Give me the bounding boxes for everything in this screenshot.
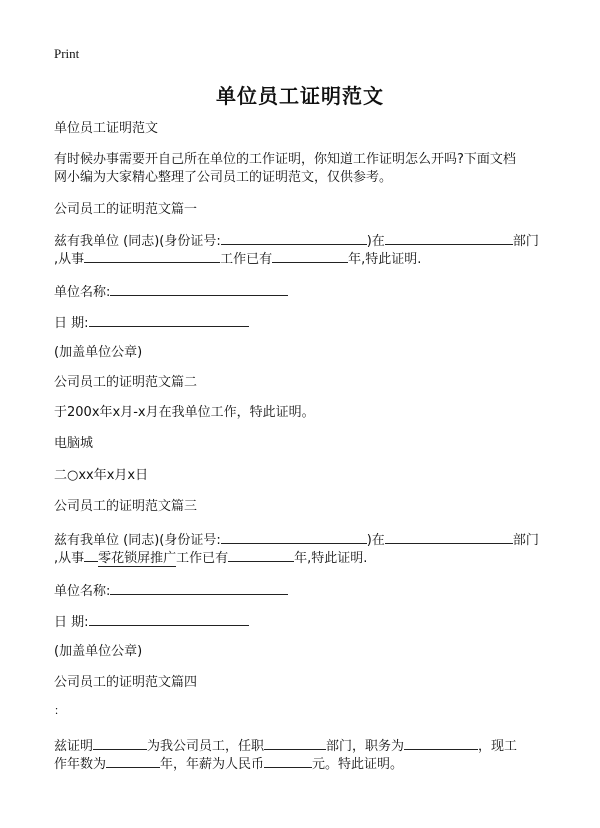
s3-text-f: 年,特此证明. (294, 551, 368, 566)
s3-paragraph-line-2 (54, 549, 367, 567)
salary-blank (264, 755, 312, 768)
section-4-heading: 公司员工的证明范文篇四 (54, 675, 198, 690)
s3-text-a: 兹有我单位 (同志)(身份证号: (54, 533, 221, 548)
s1-text-f: 年,特此证明. (348, 252, 422, 267)
s3-text-c: 部门 (512, 533, 539, 548)
s3-seal-note: (加盖单位公章) (54, 644, 143, 659)
position-blank (404, 737, 478, 750)
s4-text-e: 作年数为 (54, 757, 107, 772)
s1-text-d: ,从事 (54, 252, 85, 267)
date-blank (89, 314, 249, 327)
s2-body: 于200x年x月-x月在我单位工作，特此证明。 (54, 405, 315, 420)
s4-text-g: 元。特此证明。 (312, 757, 404, 772)
s1-text-c: 部门 (512, 234, 539, 249)
intro-line-1: 有时候办事需要开自己所在单位的工作证明，你知道工作证明怎么开吗?下面文档 (54, 152, 516, 167)
s3-text-e: 工作已有 (176, 551, 229, 566)
s1-text-b: )在 (366, 234, 385, 249)
s3-date-label: 日 期: (54, 615, 89, 630)
s3-text-d: ,从事 (54, 551, 85, 566)
intro-line-2: 网小编为大家精心整理了公司员工的证明范文，仅供参考。 (54, 170, 393, 185)
s4-text-d: ，现工 (478, 739, 518, 754)
s1-date-line (54, 314, 249, 332)
s4-line-2 (54, 755, 403, 773)
s1-text-e: 工作已有 (220, 252, 273, 267)
section-3-heading: 公司员工的证明范文篇三 (54, 499, 198, 514)
years-blank (106, 755, 160, 768)
s4-mark: ： (54, 704, 65, 717)
id-number-blank (221, 232, 367, 245)
document-title: 单位员工证明范文 (216, 84, 384, 108)
unit-name-blank (110, 582, 288, 595)
s3-date-line (54, 613, 249, 631)
s1-paragraph-line-1 (54, 232, 539, 250)
s4-text-f: 年，年薪为人民币 (160, 757, 265, 772)
s4-text-a: 兹证明 (54, 739, 94, 754)
id-number-blank (221, 531, 367, 544)
s1-text-a: 兹有我单位 (同志)(身份证号: (54, 234, 221, 249)
department-blank (264, 737, 326, 750)
s3-paragraph-line-1 (54, 531, 539, 549)
name-blank (93, 737, 147, 750)
s2-organization: 电脑城 (54, 436, 94, 451)
print-label: Print (54, 46, 80, 61)
s1-date-label: 日 期: (54, 316, 89, 331)
s3-text-b: )在 (366, 533, 385, 548)
s1-paragraph-line-2 (54, 250, 421, 268)
document-subtitle: 单位员工证明范文 (54, 121, 159, 136)
s4-line-1 (54, 737, 517, 755)
unit-name-blank (110, 283, 288, 296)
job-blank-lead (84, 549, 98, 562)
s4-text-b: 为我公司员工，任职 (147, 739, 265, 754)
job-blank (84, 250, 220, 263)
s1-seal-note: (加盖单位公章) (54, 345, 143, 360)
section-2-heading: 公司员工的证明范文篇二 (54, 375, 198, 390)
section-1-heading: 公司员工的证明范文篇一 (54, 202, 198, 217)
department-blank (385, 232, 513, 245)
s1-unit-label: 单位名称: (54, 285, 111, 300)
years-blank (228, 549, 294, 562)
s3-unit-label: 单位名称: (54, 584, 111, 599)
years-blank (272, 250, 348, 263)
s1-unit-name-line (54, 283, 288, 301)
s3-job-filled: 零花锁屏推广 (98, 551, 177, 566)
date-blank (89, 613, 249, 626)
s4-text-c: 部门，职务为 (326, 739, 405, 754)
s2-date: 二○xx年x月x日 (54, 468, 149, 483)
s3-unit-name-line (54, 582, 288, 600)
department-blank (385, 531, 513, 544)
